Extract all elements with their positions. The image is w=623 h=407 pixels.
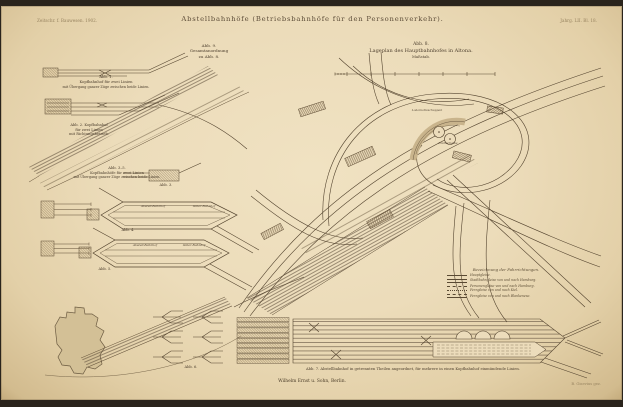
plate-paper: [1, 6, 622, 400]
abb9-number: Abb. 9.: [201, 43, 217, 48]
plate-title: Abstellbahnhöfe (Betriebsbahnhöfe für den Personenverkehr).: [181, 15, 444, 23]
legend-line-sample: [447, 286, 467, 287]
abb1-caption: Abb. 1. Kopfbahnhof für zwei Linien mit Übergang ganzer Züge zwischen beide Linien.: [62, 75, 150, 89]
legend-item: Ferngleise von und nach Blankenese.: [447, 294, 565, 298]
abb2-caption: Abb. 2. Kopfbahnhof für zwei Linien mit Richtungsbetrieb.: [69, 123, 109, 137]
publisher-imprint: Wilhelm Ernst u. Sohn, Berlin.: [278, 379, 346, 384]
abb8-subtitle: Lageplan des Hauptbahnhofes in Altona.: [369, 47, 473, 54]
legend-line-sample: [447, 279, 467, 283]
abb5-label: Abb. 5.: [98, 267, 112, 271]
abb4-label: Abb. 4.: [121, 228, 135, 232]
abb5-left-label: Abstell-Bahnhof: [132, 243, 158, 247]
journal-header-right: Jahrg. LII. Bl. 18.: [560, 18, 597, 23]
legend-item: Ferngleise von und nach Kiel.: [447, 289, 565, 292]
abb4-right-label: Güter-Bahnhof: [192, 204, 216, 208]
legend-title: Bezeichnung der Fahrrichtungen.: [472, 267, 540, 272]
abb7-caption: Abb. 7. Abstellbahnhof in getrennten Theilen angeordnet, für mehrere in einen Kopfbahnhof einmündende Linien.: [306, 367, 520, 371]
abb9-title-block: [153, 43, 265, 59]
abb9-line2: Gesamtanordnung: [189, 48, 229, 54]
abb3-label: Abb. 3.: [159, 183, 173, 187]
turntable-label: Drehscheibe: [438, 141, 458, 145]
abb8-title-block: [346, 42, 496, 60]
abb8-scale-label: Maßstab.: [411, 54, 431, 60]
legend-item: Stadtbahngleise von und nach Hamburg.: [447, 279, 565, 283]
engraver-credit: B. Gisevius gez.: [571, 382, 601, 386]
scale-bar: [335, 72, 495, 76]
abb4-left-label: Abstell-Bahnhof: [140, 204, 166, 208]
abb6-label: Abb. 6.: [184, 365, 198, 369]
abb9-line3: zu Abb. 8.: [198, 53, 220, 59]
engine-shed-label: Lokomotivschuppen: [411, 108, 443, 112]
journal-header-left: Zeitschr. f. Bauwesen. 1902.: [37, 18, 98, 23]
plate-artwork: [1, 6, 623, 407]
abb8-number: Abb. 8.: [413, 42, 429, 47]
legend-line-sample: [447, 294, 467, 298]
legend-line-sample: [447, 290, 467, 291]
legend-line-sample: [447, 275, 467, 276]
abb3-5-caption: Abb. 3–5. Kopfbahnhöfe für zwei Linien mit Übergang ganzer Züge zwischen beide Linien.: [73, 166, 161, 180]
abb5-right-label: Güter-Bahnhof: [182, 243, 206, 247]
legend-item: Personengleise von und nach Hamburg.: [447, 285, 565, 288]
legend: [447, 267, 565, 300]
abb9-drawing: [29, 66, 363, 245]
legend-item: Hauptgleise.: [447, 274, 565, 277]
